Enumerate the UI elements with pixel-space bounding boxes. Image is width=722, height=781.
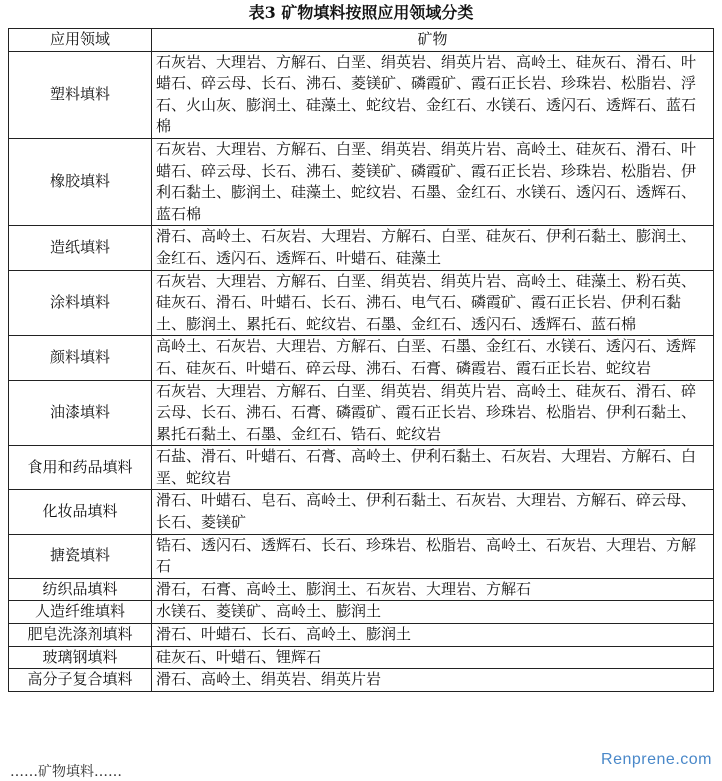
watermark-text: Renprene.com: [601, 751, 712, 768]
table-row: [9, 446, 714, 490]
table-row: [9, 51, 714, 138]
field-cell: 玻璃钢填料: [9, 646, 152, 669]
minerals-cell: 高岭土、石灰岩、大理岩、方解石、白垩、石墨、金红石、水镁石、透闪石、透辉石、硅灰石、叶蜡石、碎云母、沸石、石膏、磷霞岩、霞石正长岩、蛇纹岩: [152, 336, 714, 380]
minerals-cell: 硅灰石、叶蜡石、锂辉石: [152, 646, 714, 669]
table-row: [9, 646, 714, 669]
footer-fragment: ……矿物填料……: [10, 764, 122, 780]
table-row: [9, 336, 714, 380]
field-cell: 橡胶填料: [9, 138, 152, 225]
table-row: [9, 270, 714, 336]
minerals-cell: 锆石、透闪石、透辉石、长石、珍珠岩、松脂岩、高岭土、石灰岩、大理岩、方解石: [152, 534, 714, 578]
minerals-cell: 石灰岩、大理岩、方解石、白垩、绢英岩、绢英片岩、高岭土、硅藻土、粉石英、硅灰石、滑石、叶蜡石、长石、沸石、电气石、磷霞矿、霞石正长岩、伊利石黏土、膨润土、累托石、蛇纹岩、石墨、金红石、透闪石、透辉石、蓝石棉: [152, 270, 714, 336]
table-header-row: [9, 29, 714, 52]
field-cell: 涂料填料: [9, 270, 152, 336]
field-cell: 搪瓷填料: [9, 534, 152, 578]
table-row: [9, 380, 714, 446]
header-field: 应用领域: [9, 29, 152, 52]
table-title: 表3 矿物填料按照应用领域分类: [248, 3, 474, 22]
minerals-cell: 石灰岩、大理岩、方解石、白垩、绢英岩、绢英片岩、高岭土、硅灰石、滑石、碎云母、长石、沸石、石膏、磷霞矿、霞石正长岩、珍珠岩、松脂岩、伊利石黏土、累托石黏土、石墨、金红石、锆石、蛇纹岩: [152, 380, 714, 446]
field-cell: 纺织品填料: [9, 578, 152, 601]
table-row: [9, 534, 714, 578]
minerals-cell: 滑石、高岭土、绢英岩、绢英片岩: [152, 669, 714, 692]
field-cell: 颜料填料: [9, 336, 152, 380]
table-row: [9, 669, 714, 692]
field-cell: 人造纤维填料: [9, 601, 152, 624]
field-cell: 化妆品填料: [9, 490, 152, 534]
minerals-cell: 石灰岩、大理岩、方解石、白垩、绢英岩、绢英片岩、高岭土、硅灰石、滑石、叶蜡石、碎云母、长石、沸石、菱镁矿、磷霞矿、霞石正长岩、珍珠岩、松脂岩、伊利石黏土、膨润土、硅藻土、蛇纹岩、石墨、金红石、水镁石、透闪石、透辉石、蓝石棉: [152, 138, 714, 225]
field-cell: 油漆填料: [9, 380, 152, 446]
table-row: [9, 578, 714, 601]
field-cell: 造纸填料: [9, 226, 152, 270]
field-cell: 食用和药品填料: [9, 446, 152, 490]
field-cell: 肥皂洗涤剂填料: [9, 624, 152, 647]
field-cell: 塑料填料: [9, 51, 152, 138]
table-row: [9, 601, 714, 624]
minerals-cell: 石盐、滑石、叶蜡石、石膏、高岭土、伊利石黏土、石灰岩、大理岩、方解石、白垩、蛇纹岩: [152, 446, 714, 490]
field-cell: 高分子复合填料: [9, 669, 152, 692]
minerals-cell: 石灰岩、大理岩、方解石、白垩、绢英岩、绢英片岩、高岭土、硅灰石、滑石、叶蜡石、碎云母、长石、沸石、菱镁矿、磷霞矿、霞石正长岩、珍珠岩、松脂岩、浮石、火山灰、膨润土、硅藻土、蛇纹岩、金红石、水镁石、透闪石、透辉石、蓝石棉: [152, 51, 714, 138]
table-row: [9, 624, 714, 647]
minerals-cell: 水镁石、菱镁矿、高岭土、膨润土: [152, 601, 714, 624]
table-row: [9, 226, 714, 270]
table-row: [9, 490, 714, 534]
minerals-cell: 滑石、叶蜡石、皂石、高岭土、伊利石黏土、石灰岩、大理岩、方解石、碎云母、长石、菱镁矿: [152, 490, 714, 534]
minerals-cell: 滑石、叶蜡石、长石、高岭土、膨润土: [152, 624, 714, 647]
header-minerals: 矿物: [152, 29, 714, 52]
table-row: [9, 138, 714, 225]
minerals-cell: 滑石，石膏、高岭土、膨润土、石灰岩、大理岩、方解石: [152, 578, 714, 601]
minerals-cell: 滑石、高岭土、石灰岩、大理岩、方解石、白垩、硅灰石、伊利石黏土、膨润土、金红石、透闪石、透辉石、叶蜡石、硅藻土: [152, 226, 714, 270]
mineral-table: [8, 28, 714, 692]
